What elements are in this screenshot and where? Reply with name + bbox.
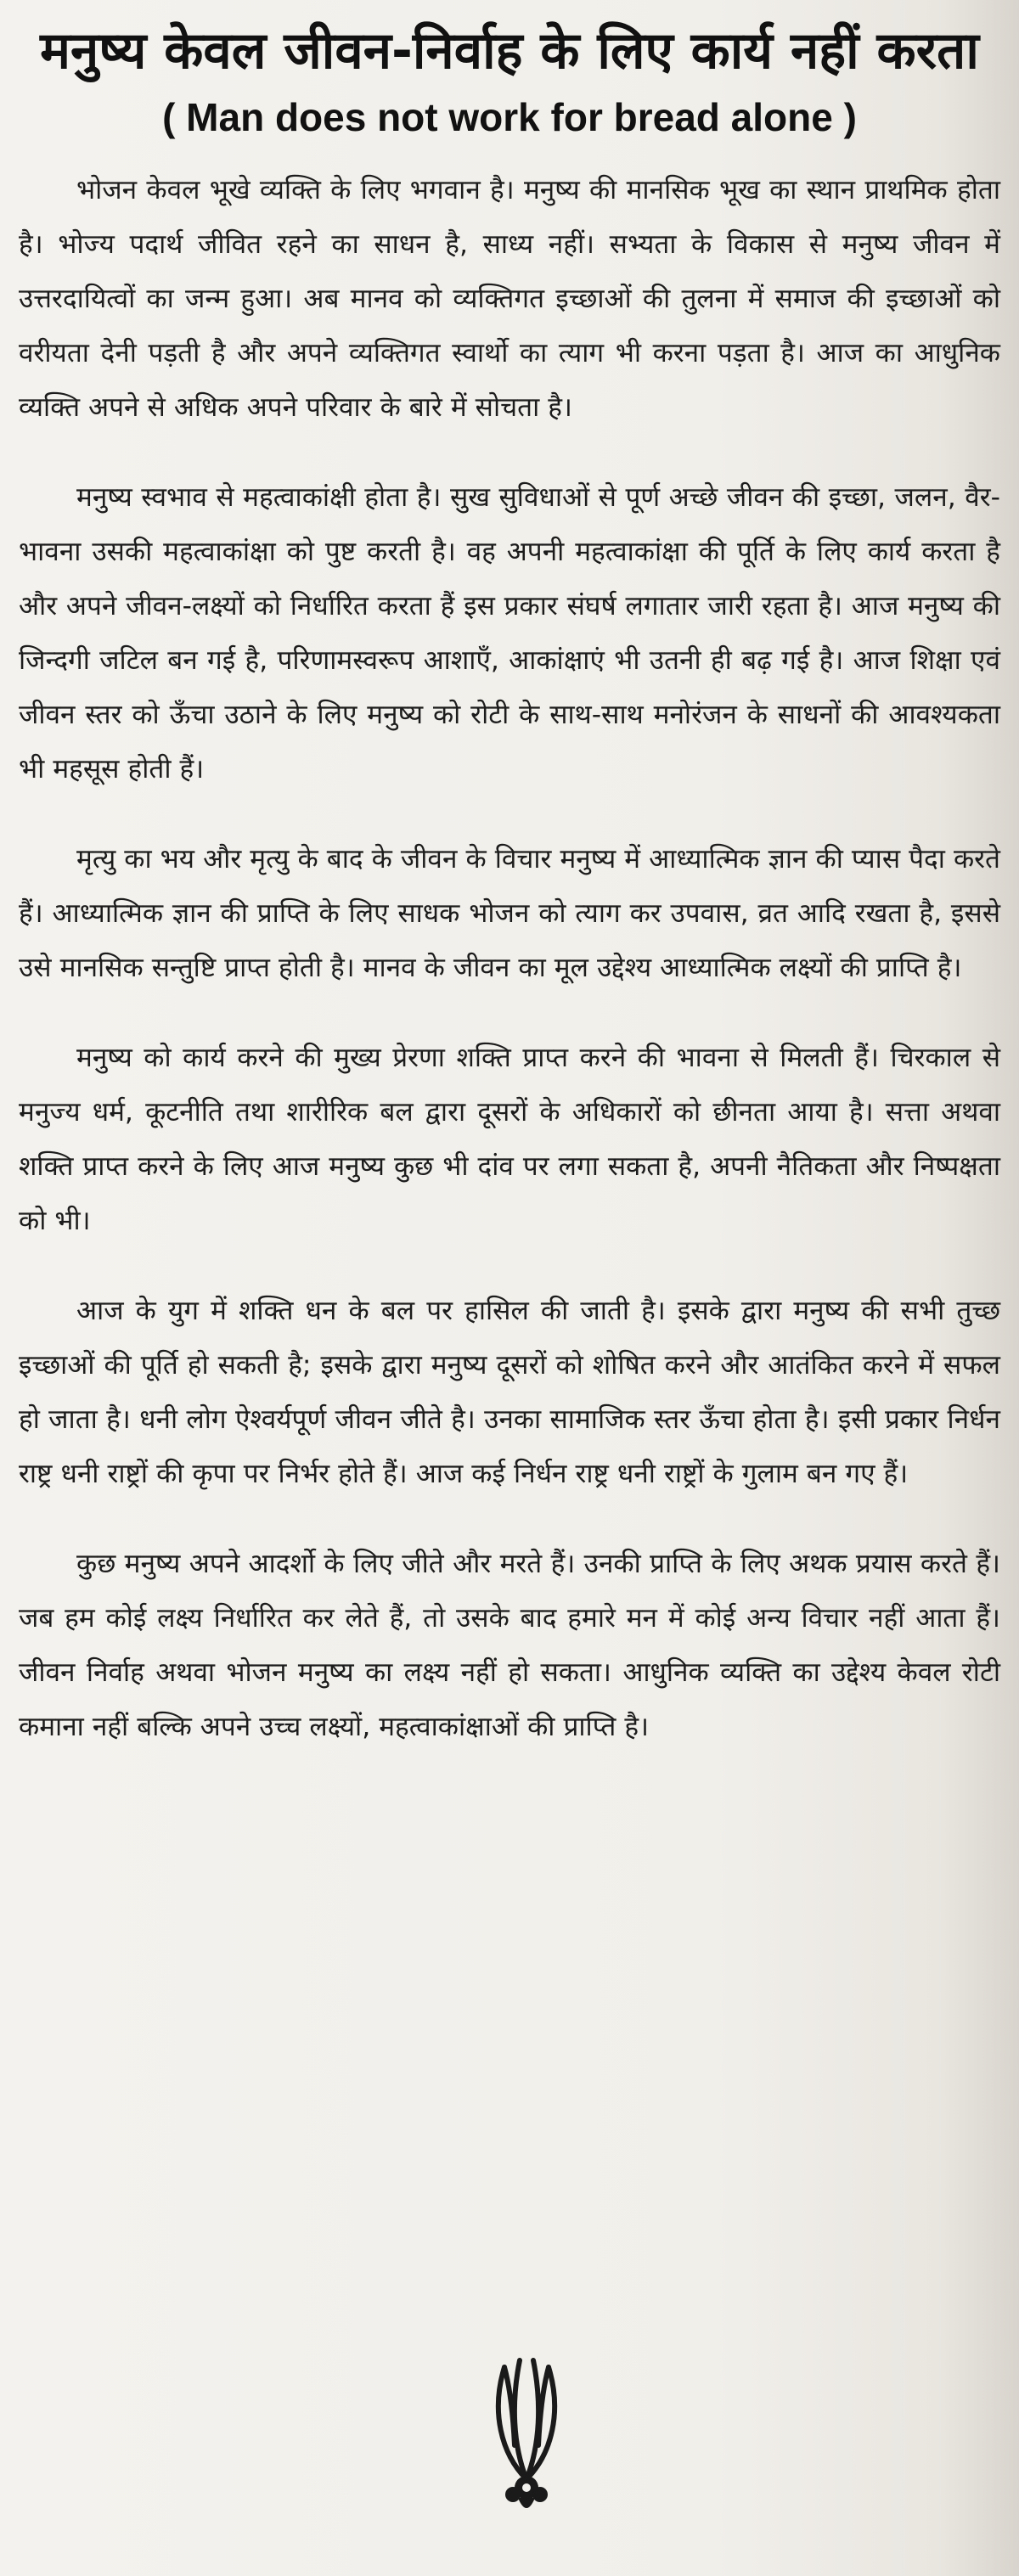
paragraph-6: कुछ मनुष्य अपने आदर्शो के लिए जीते और मरते हैं। उनकी प्राप्ति के लिए अथक प्रयास करते हैं। जब हम कोई लक्ष्य निर्धारित कर लेते हैं, तो उसके बाद हमारे मन में कोई अन्य विचार नहीं आता हैं। जीवन निर्वाह अथवा भोजन मनुष्य का लक्ष्य नहीं हो सकता। आधुनिक व्यक्ति का उद्देश्य केवल रोटी कमाना नहीं बल्कि अपने उच्च लक्ष्यों, महत्वाकांक्षाओं की प्राप्ति है।: [19, 1548, 1000, 1742]
page-title: मनुष्य केवल जीवन-निर्वाह के लिए कार्य नहीं करता: [40, 21, 979, 81]
paragraph-2: मनुष्य स्वभाव से महत्वाकांक्षी होता है। सुख सुविधाओं से पूर्ण अच्छे जीवन की इच्छा, जलन, वैर-भावना उसकी महत्वाकांक्षा को पुष्ट करती है। वह अपनी महत्वाकांक्षा की पूर्ति के लिए कार्य करता है और अपने जीवन-लक्ष्यों को निर्धारित करता हैं इस प्रकार संघर्ष लगातार जारी रहता है। आज मनुष्य की जिन्दगी जटिल बन गई है, परिणामस्वरूप आशाएँ, आकांक्षाएं भी उतनी ही बढ़ गई है। आज शिक्षा एवं जीवन स्तर को ऊँचा उठाने के लिए मनुष्य को रोटी के साथ-साथ मनोरंजन के साधनों की आवश्यकता भी महसूस होती हैं।: [19, 481, 1000, 785]
floral-ornament-icon: [476, 2352, 577, 2522]
page-subtitle: ( Man does not work for bread alone ): [162, 94, 857, 139]
paragraph-4: मनुष्य को कार्य करने की मुख्य प्रेरणा शक्ति प्राप्त करने की भावना से मिलती हैं। चिरकाल से मनुज्य धर्म, कूटनीति तथा शारीरिक बल द्वारा दूसरों के अधिकारों को छीनता आया है। सत्ता अथवा शक्ति प्राप्त करने के लिए आज मनुष्य कुछ भी दांव पर लगा सकता है, अपनी नैतिकता और निष्पक्षता को भी।: [19, 1042, 1000, 1236]
paragraph-1: भोजन केवल भूखे व्यक्ति के लिए भगवान है। मनुष्य की मानसिक भूख का स्थान प्राथमिक होता है। भोज्य पदार्थ जीवित रहने का साधन है, साध्य नहीं। सभ्यता के विकास से मनुष्य जीवन में उत्तरदायित्वों का जन्म हुआ। अब मानव को व्यक्तिगत इच्छाओं की तुलना में समाज की इच्छाओं को वरीयता देनी पड़ती है और अपने व्यक्तिगत स्वार्थो का त्याग भी करना पड़ता है। आज का आधुनिक व्यक्ति अपने से अधिक अपने परिवार के बारे में सोचता है।: [19, 174, 1000, 423]
paragraph-3: मृत्यु का भय और मृत्यु के बाद के जीवन के विचार मनुष्य में आध्यात्मिक ज्ञान की प्यास पैदा करते हैं। आध्यात्मिक ज्ञान की प्राप्ति के लिए साधक भोजन को त्याग कर उपवास, व्रत आदि रखता है, इससे उसे मानसिक सन्तुष्टि प्राप्त होती है। मानव के जीवन का मूल उद्देश्य आध्यात्मिक लक्ष्यों की प्राप्ति है।: [19, 843, 1000, 983]
paragraph-5: आज के युग में शक्ति धन के बल पर हासिल की जाती है। इसके द्वारा मनुष्य की सभी तुच्छ इच्छाओं की पूर्ति हो सकती है; इसके द्वारा मनुष्य दूसरों को शोषित करने और आतंकित करने में सफल हो जाता है। धनी लोग ऐश्वर्यपूर्ण जीवन जीते है। उनका सामाजिक स्तर ऊँचा होता है। इसी प्रकार निर्धन राष्ट्र धनी राष्ट्रों की कृपा पर निर्भर होते हैं। आज कई निर्धन राष्ट्र धनी राष्ट्रों के गुलाम बन गए हैं।: [19, 1295, 1000, 1489]
